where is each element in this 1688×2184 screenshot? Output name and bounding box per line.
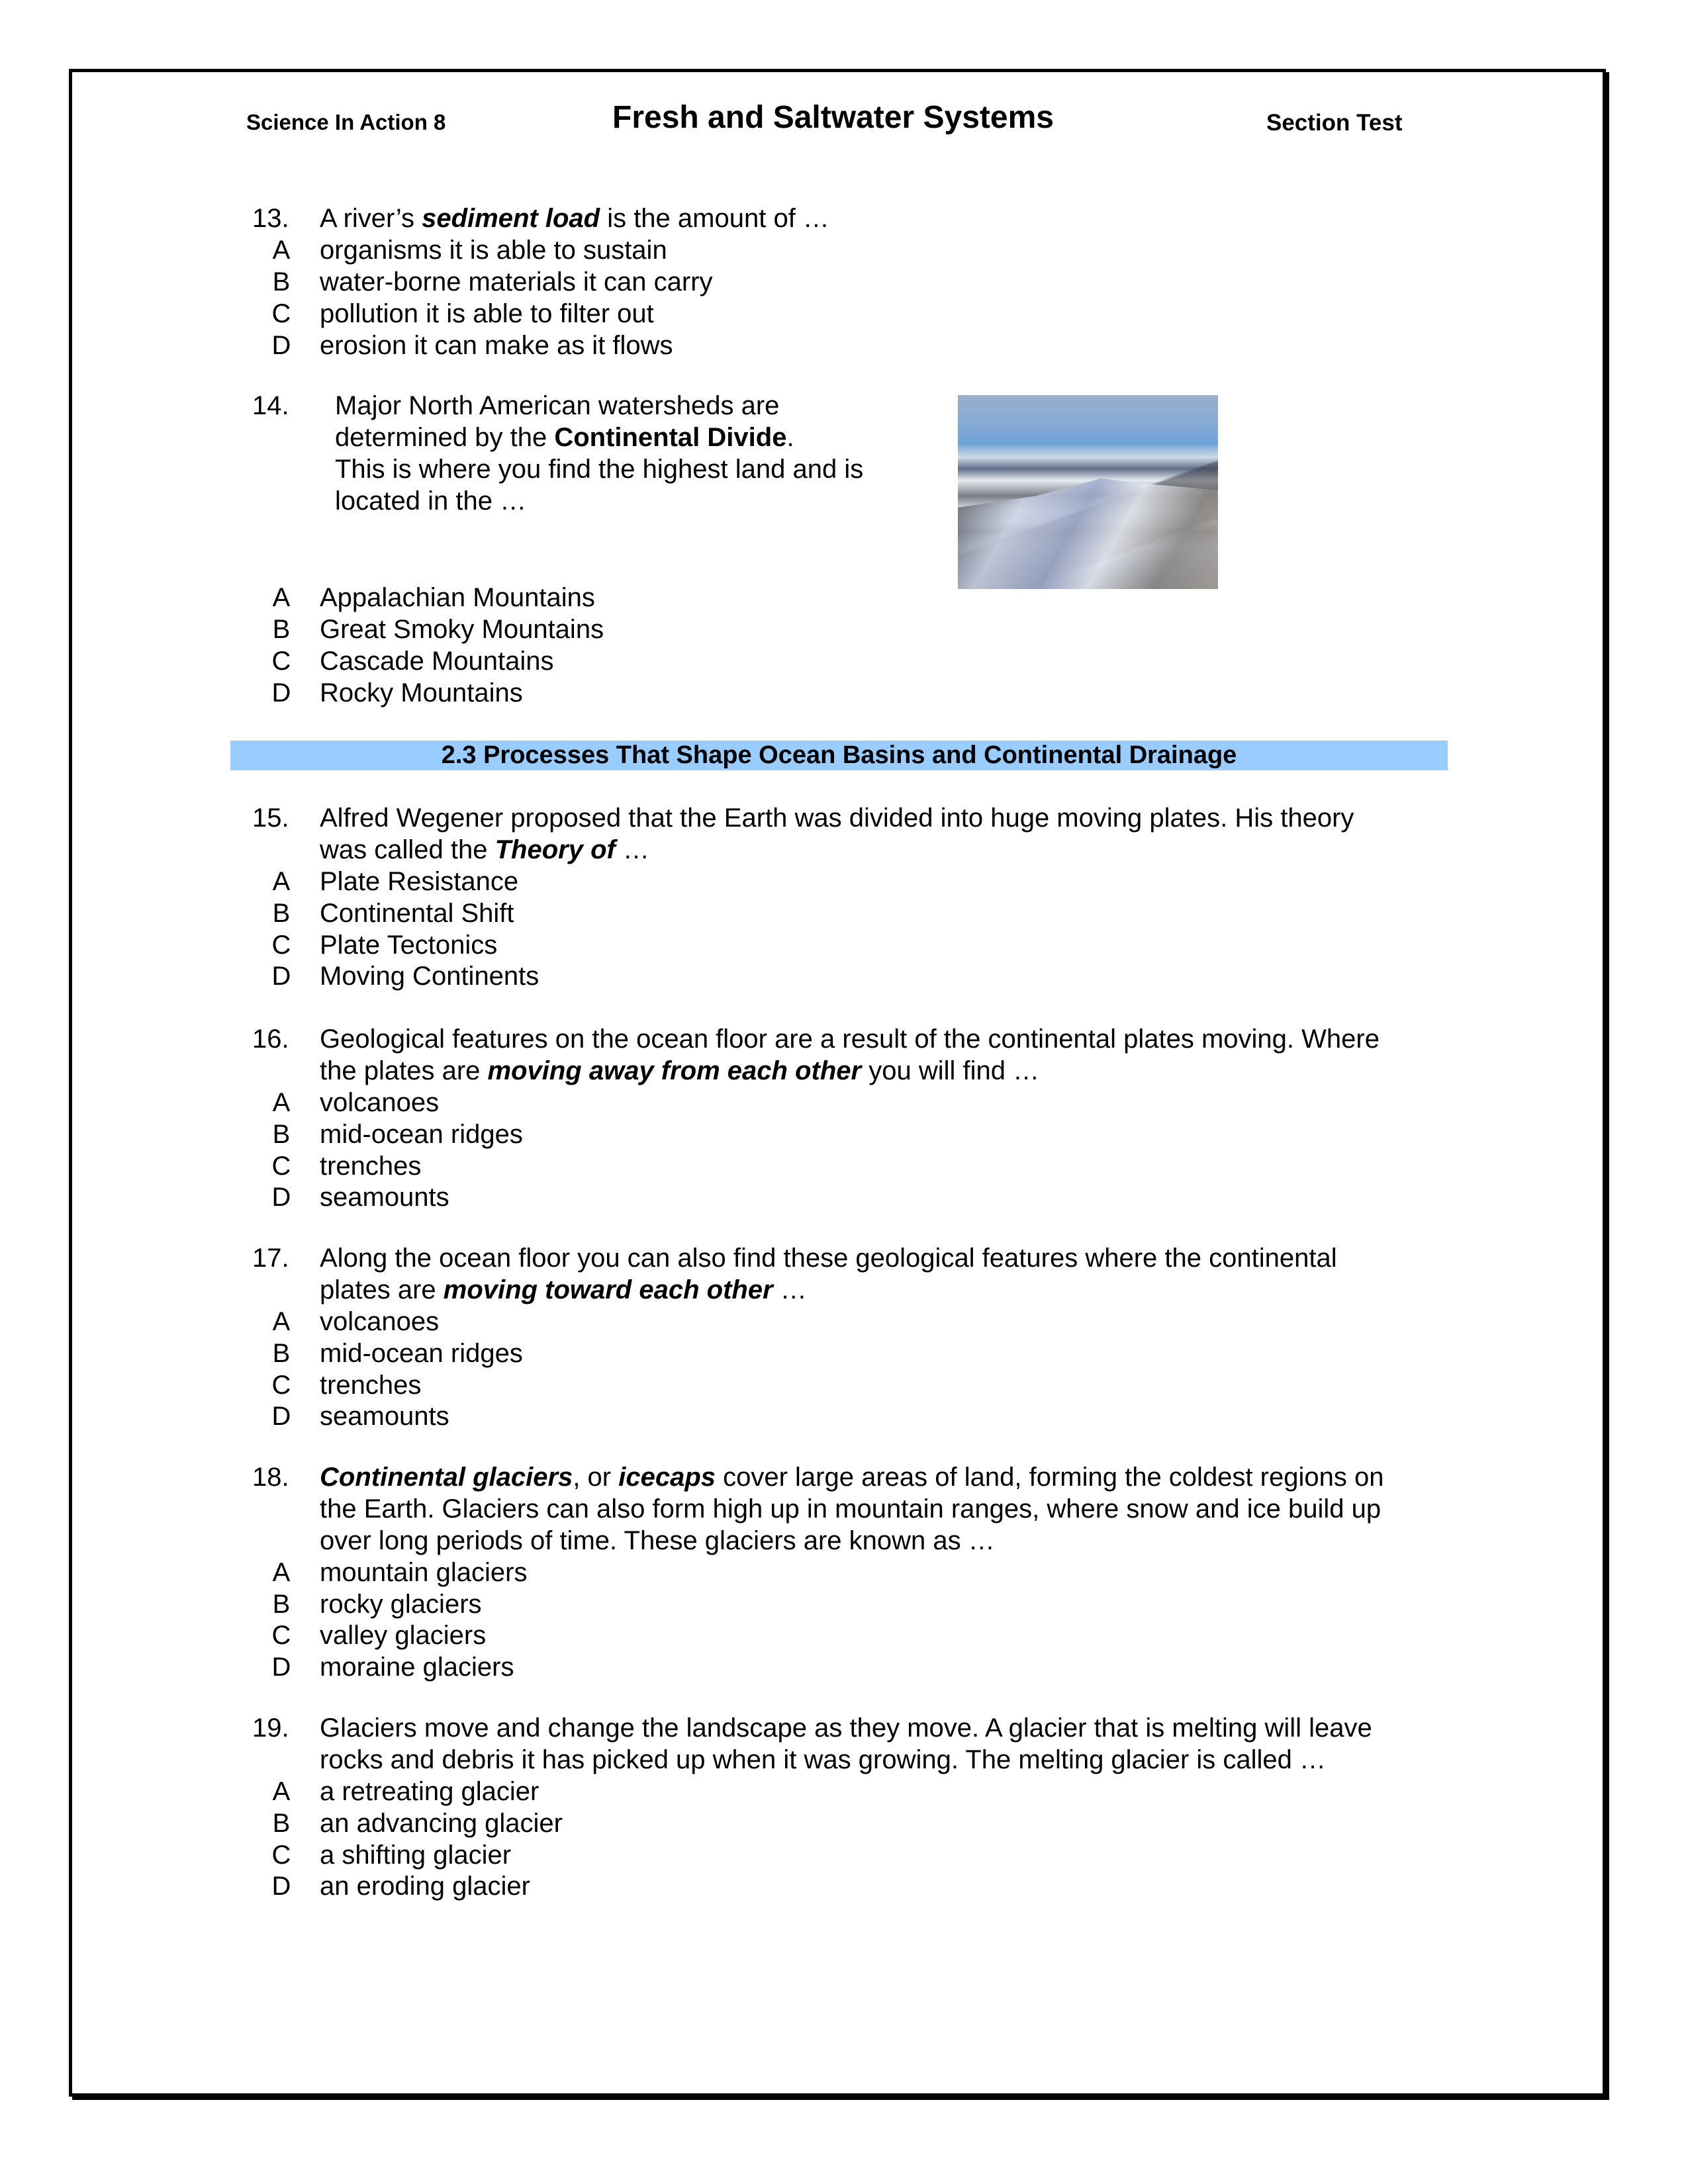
- option-letter: C: [271, 1621, 291, 1651]
- option-text: water-borne materials it can carry: [320, 267, 713, 296]
- option-text: mid-ocean ridges: [320, 1119, 523, 1149]
- option-letter: A: [272, 1306, 291, 1336]
- stem-text: [320, 1024, 1380, 1056]
- option-text: volcanoes: [320, 1087, 440, 1117]
- option-letter: A: [272, 1087, 291, 1117]
- text-segment: cover large areas of land, forming the coldest regions on: [716, 1463, 1384, 1492]
- answer-option-b: [0, 1589, 1688, 1621]
- question-stem: [0, 203, 1688, 235]
- option-text: Moving Continents: [320, 962, 539, 991]
- option-text: moraine glaciers: [320, 1653, 514, 1682]
- question-stem: [0, 1462, 1688, 1557]
- stem-text: [320, 1275, 807, 1306]
- option-letter: D: [271, 330, 291, 360]
- question-stem: [0, 390, 1688, 518]
- option-letter: C: [271, 930, 291, 960]
- question-14: [0, 390, 1688, 709]
- answer-option-c: [0, 1370, 1688, 1402]
- question-number: 18.: [252, 1463, 289, 1492]
- text-segment: Glaciers move and change the landscape as they move. A glacier that is melting will leave: [320, 1713, 1372, 1743]
- question-stem: [0, 1024, 1688, 1087]
- answer-option-d: [0, 1652, 1688, 1684]
- stem-text: [320, 1243, 1337, 1275]
- stem-line: [0, 203, 1688, 235]
- text-segment: the Earth. Glaciers can also form high up in mountain ranges, where snow and ice build up: [320, 1494, 1382, 1524]
- option-letter: A: [272, 235, 291, 265]
- stem-text: [335, 486, 526, 518]
- test-type: Section Test: [1266, 110, 1403, 136]
- option-text: an advancing glacier: [320, 1808, 563, 1838]
- answer-option-b: [0, 614, 1688, 646]
- answer-option-c: [0, 1151, 1688, 1183]
- stem-text: [320, 1713, 1372, 1745]
- question-19: [0, 1713, 1688, 1903]
- option-text: seamounts: [320, 1183, 449, 1212]
- answer-option-a: [0, 866, 1688, 898]
- stem-line: [0, 390, 1688, 422]
- option-text: a shifting glacier: [320, 1840, 512, 1870]
- emphasized-term: Continental glaciers: [320, 1463, 573, 1492]
- emphasized-term: icecaps: [618, 1463, 716, 1492]
- question-stem: [0, 1243, 1688, 1306]
- stem-text: [335, 422, 794, 454]
- stem-line: [0, 454, 1688, 486]
- option-text: valley glaciers: [320, 1621, 487, 1651]
- stem-line: [0, 486, 1688, 518]
- option-letter: C: [271, 298, 291, 328]
- option-letter: D: [271, 1653, 291, 1682]
- option-text: organisms it is able to sustain: [320, 235, 667, 265]
- answer-option-b: [0, 1119, 1688, 1151]
- option-letter: B: [272, 1589, 291, 1619]
- text-segment: located in the …: [335, 486, 527, 516]
- question-16: [0, 1024, 1688, 1214]
- text-segment: This is where you find the highest land and is: [335, 454, 864, 484]
- option-letter: B: [272, 1808, 291, 1838]
- answer-option-d: [0, 1182, 1688, 1214]
- option-text: Cascade Mountains: [320, 646, 554, 676]
- question-13: [0, 203, 1688, 361]
- answer-option-c: [0, 298, 1688, 330]
- text-segment: Geological features on the ocean floor are a result of the continental plates moving. Where: [320, 1024, 1380, 1054]
- stem-line: [0, 1462, 1688, 1494]
- stem-line: [0, 1056, 1688, 1087]
- option-letter: A: [272, 1557, 291, 1587]
- answer-option-a: [0, 1776, 1688, 1808]
- option-text: trenches: [320, 1151, 422, 1181]
- text-segment: determined by the: [335, 422, 555, 452]
- answer-option-c: [0, 1840, 1688, 1872]
- question-17: [0, 1243, 1688, 1433]
- option-letter: C: [271, 1370, 291, 1400]
- question-number: 13.: [252, 204, 289, 233]
- text-segment: was called the: [320, 835, 495, 864]
- answer-option-d: [0, 678, 1688, 709]
- answer-option-a: [0, 1306, 1688, 1338]
- emphasized-term: moving away from each other: [487, 1056, 862, 1085]
- emphasized-term: moving toward each other: [443, 1275, 773, 1304]
- answer-option-c: [0, 1620, 1688, 1652]
- option-text: Appalachian Mountains: [320, 582, 595, 612]
- section-banner: 2.3 Processes That Shape Ocean Basins and Continental Drainage: [230, 741, 1448, 770]
- option-text: Great Smoky Mountains: [320, 614, 604, 644]
- text-segment: Major North American watersheds are: [335, 391, 780, 420]
- page-title: Fresh and Saltwater Systems: [612, 100, 1054, 135]
- option-letter: D: [271, 1872, 291, 1901]
- stem-line: [0, 422, 1688, 454]
- text-segment: …: [615, 835, 649, 864]
- text-segment: over long periods of time. These glaciers are known as …: [320, 1525, 995, 1555]
- option-letter: A: [272, 866, 291, 896]
- stem-line: [0, 803, 1688, 835]
- stem-line: [0, 1024, 1688, 1056]
- option-letter: B: [272, 614, 291, 644]
- emphasized-term: Continental Divide: [554, 422, 787, 452]
- stem-text: [335, 390, 779, 422]
- answer-option-c: [0, 646, 1688, 678]
- answer-option-d: [0, 961, 1688, 993]
- text-segment: Along the ocean floor you can also find these geological features where the continental: [320, 1244, 1337, 1273]
- option-text: pollution it is able to filter out: [320, 298, 654, 328]
- option-text: rocky glaciers: [320, 1589, 482, 1619]
- stem-text: [320, 203, 829, 235]
- text-segment: .: [786, 422, 794, 452]
- answer-option-a: [0, 235, 1688, 267]
- option-letter: D: [271, 678, 291, 707]
- option-text: Plate Tectonics: [320, 930, 498, 960]
- stem-line: [0, 1525, 1688, 1557]
- option-letter: D: [271, 1402, 291, 1432]
- stem-text: [320, 1056, 1039, 1087]
- answer-option-d: [0, 330, 1688, 362]
- stem-text: [320, 1494, 1381, 1525]
- text-segment: plates are: [320, 1275, 444, 1304]
- stem-text: [320, 803, 1354, 835]
- question-number: 19.: [252, 1713, 289, 1743]
- stem-line: [0, 1713, 1688, 1745]
- answer-option-d: [0, 1401, 1688, 1433]
- stem-line: [0, 1745, 1688, 1776]
- question-18: [0, 1462, 1688, 1684]
- option-text: trenches: [320, 1370, 422, 1400]
- option-text: mountain glaciers: [320, 1557, 528, 1587]
- option-text: Plate Resistance: [320, 866, 519, 896]
- option-letter: C: [271, 646, 291, 676]
- option-letter: C: [271, 1151, 291, 1181]
- option-letter: B: [272, 1338, 291, 1368]
- answer-option-b: [0, 1338, 1688, 1370]
- option-text: volcanoes: [320, 1306, 440, 1336]
- answer-option-a: [0, 582, 1688, 614]
- option-text: an eroding glacier: [320, 1872, 530, 1901]
- option-letter: B: [272, 1119, 291, 1149]
- option-text: erosion it can make as it flows: [320, 330, 673, 360]
- course-name: Science In Action 8: [246, 110, 446, 134]
- option-letter: A: [272, 1776, 291, 1806]
- question-number: 16.: [252, 1024, 289, 1054]
- stem-text: [320, 1525, 995, 1557]
- option-letter: B: [272, 267, 291, 296]
- answer-option-c: [0, 930, 1688, 962]
- answer-option-a: [0, 1557, 1688, 1589]
- question-stem: [0, 1713, 1688, 1776]
- option-text: Continental Shift: [320, 898, 514, 928]
- text-segment: is the amount of …: [600, 204, 829, 233]
- text-segment: the plates are: [320, 1056, 488, 1085]
- stem-line: [0, 1494, 1688, 1525]
- text-segment: A river’s: [320, 204, 422, 233]
- option-letter: C: [271, 1840, 291, 1870]
- stem-line: [0, 835, 1688, 866]
- question-number: 15.: [252, 803, 289, 833]
- answer-option-b: [0, 267, 1688, 298]
- answer-option-b: [0, 1808, 1688, 1840]
- question-15: [0, 803, 1688, 993]
- option-text: a retreating glacier: [320, 1776, 539, 1806]
- option-letter: A: [272, 582, 291, 612]
- stem-text: [335, 454, 863, 486]
- answer-option-b: [0, 898, 1688, 930]
- question-number: 17.: [252, 1244, 289, 1273]
- option-text: mid-ocean ridges: [320, 1338, 523, 1368]
- stem-text: [320, 1745, 1326, 1776]
- emphasized-term: sediment load: [422, 204, 600, 233]
- stem-line: [0, 1275, 1688, 1306]
- option-letter: B: [272, 898, 291, 928]
- stem-text: [320, 835, 649, 866]
- question-stem: [0, 803, 1688, 866]
- text-segment: rocks and debris it has picked up when it was growing. The melting glacier is called …: [320, 1745, 1326, 1774]
- text-segment: …: [773, 1275, 807, 1304]
- option-text: Rocky Mountains: [320, 678, 523, 707]
- answer-option-d: [0, 1871, 1688, 1903]
- option-letter: D: [271, 1183, 291, 1212]
- stem-text: [320, 1462, 1383, 1494]
- question-number: 14.: [252, 391, 289, 420]
- text-segment: , or: [573, 1463, 619, 1492]
- answer-option-a: [0, 1087, 1688, 1119]
- emphasized-term: Theory of: [494, 835, 616, 864]
- option-text: seamounts: [320, 1402, 449, 1432]
- text-segment: Alfred Wegener proposed that the Earth was divided into huge moving plates. His theory: [320, 803, 1354, 833]
- text-segment: you will find …: [861, 1056, 1040, 1085]
- option-letter: D: [271, 962, 291, 991]
- stem-line: [0, 1243, 1688, 1275]
